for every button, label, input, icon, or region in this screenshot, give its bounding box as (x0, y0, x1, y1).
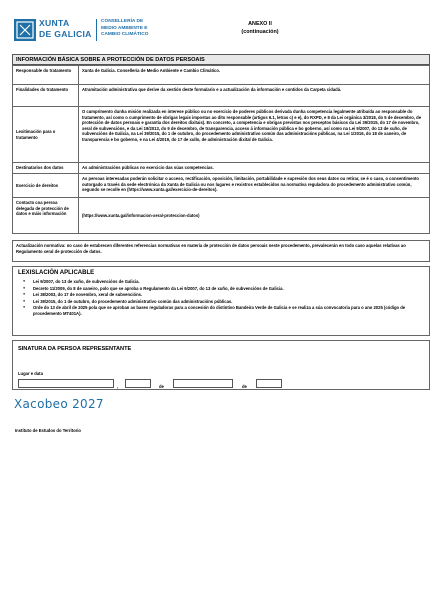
row-value: Xunta de Galicia. Consellería de Medio Ambiente e Cambio Climático. (79, 66, 430, 85)
row-value: Atramitación administrativa que derive da xestión deste formulario e a actualización da información e contidos da Carpeta cidadá. (79, 85, 430, 107)
row-label: Exercicio de dereitos (13, 174, 79, 198)
month-field[interactable] (173, 379, 233, 388)
comma-separator: , (117, 384, 119, 389)
day-field[interactable] (125, 379, 151, 388)
xunta-logo-icon (14, 19, 36, 41)
de-separator-1: de (159, 384, 164, 389)
conselleria-name: CONSELLERÍA DE MEDIO AMBIENTE E CAMBIO CLIMÁTICO (101, 19, 149, 38)
row-value: As persoas interesadas poderán solicitar o acceso, rectificación, oposición, limitación, portabilidade e supresión dos seus datos ou retirar, se é o caso, o consentimento outorgado a través da sede electrónica da Xunta de Galicia ou nos lugares e rexistros establecidos na normativa reguladora do procedemento administrativo común, segundo se recolle en (https://www.xunta.gal/exercicio-de-dereitos). (79, 174, 430, 198)
row-label: Destinatarios dos datos (13, 163, 79, 174)
row-value: O cumprimento dunha misión realizada en interese público ou no exercicio de poderes públicos derivada dunha competencia legalmente atribuída ao responsable do tratamento, así como o cumprimento de obrigas legais impostas ao dito responsable (artigos 6.1, letras c) e e), do RXPD, e 8 da Lei orgánica 3/2018, do 5 de decembro, de protección de datos persoais e garantía dos dereitos dixitais). En concreto, a competencia e obrigas previstas nos preceptos básicos da Lei 39/2015, do 17 de novembro, xeral de subvencións, e da Lei 19/2013, do 9 de decembro, de transparencia, acceso á información pública e bo goberno, así como na Lei 9/2007, do 13 de xuño, de subvencións de Galicia, na Lei 39/2015, do 1 de outubro, do procedemento administrativo común das administracións públicas, na Lei 1/2016, do 18 de xaneiro, de transparencia e bo goberno, e na Lei 4/2019, do 17 de xullo, de administración dixital de Galicia. (79, 107, 430, 163)
logo-separator (96, 19, 97, 41)
table-row (13, 107, 430, 163)
row-label: Contacto coa persoa delegada de protección de datos e máis información (13, 198, 79, 234)
info-section-title: INFORMACIÓN BÁSICA SOBRE A PROTECCIÓN DE DATOS PERSOAIS (12, 54, 430, 65)
lexislacion-title: LEXISLACIÓN APLICABLE (18, 270, 95, 276)
row-label: Finalidades do tratamento (13, 85, 79, 107)
data-protection-table (12, 65, 430, 234)
lexislacion-section (12, 266, 430, 336)
signature-title: SINATURA DA PERSOA REPRESENTANTE (18, 346, 132, 352)
list-item: ● Decreto 11/2009, do 8 de xaneiro, polo que se aproba o Regulamento da Lei 9/2007, do 13 de xuño, de subvencións de Galicia. (23, 286, 423, 292)
list-item: ● Lei 39/2015, do 1 de outubro, do procedemento administrativo común das administracións públicas. (23, 299, 423, 305)
list-item: ● Orde do 13 de abril de 2025 pola que se aproban as bases reguladoras para a concesión do distintivo Bandeira Verde de Galicia e se realiza a súa convocatoria para o ano 2025 (código de procedemento MT401A). (23, 305, 423, 316)
table-row (13, 66, 430, 85)
document-header (14, 18, 426, 44)
table-row (13, 85, 430, 107)
table-row (13, 163, 430, 174)
lexislacion-list (23, 279, 423, 318)
row-label: Responsable do tratamento (13, 66, 79, 85)
de-separator-2: de (242, 384, 247, 389)
list-item: ● Lei 9/2007, do 13 de xuño, de subvencións de Galicia. (23, 279, 423, 285)
row-label: Lexitimación para o tratamento (13, 107, 79, 163)
instituto-footer: Instituto de Estudos do Territorio (15, 428, 81, 433)
table-row (13, 174, 430, 198)
logo-galicia-text: DE GALICIA (39, 29, 92, 39)
row-value: (https://www.xunta.gal/informacion-xeral-proteccion-datos) (79, 198, 430, 234)
place-date-label: Lugar e data (18, 371, 43, 376)
list-item: ● Lei 38/2003, do 17 de novembro, xeral de subvencións. (23, 292, 423, 298)
logo-xunta-text: XUNTA (39, 18, 70, 28)
normativa-update: Actualización normativa: no caso de estabrecen diferentes referencias normativas en materia de protección de datos persoais neste procedemento, prevalecerán en todo caso aquelas relativas ao Regulamento xeral de protección de datos. (12, 240, 430, 262)
table-row (13, 198, 430, 234)
row-value: As administracións públicas no exercicio das súas competencias. (79, 163, 430, 174)
signature-section (12, 340, 430, 390)
anexo-subtitle: (continuación) (241, 28, 279, 35)
xacobeo-logo: Xacobeo 2027 (14, 397, 104, 411)
anexo-heading (219, 21, 301, 36)
year-field[interactable] (256, 379, 282, 388)
anexo-title: ANEXO II (248, 21, 272, 27)
place-field[interactable] (18, 379, 114, 388)
